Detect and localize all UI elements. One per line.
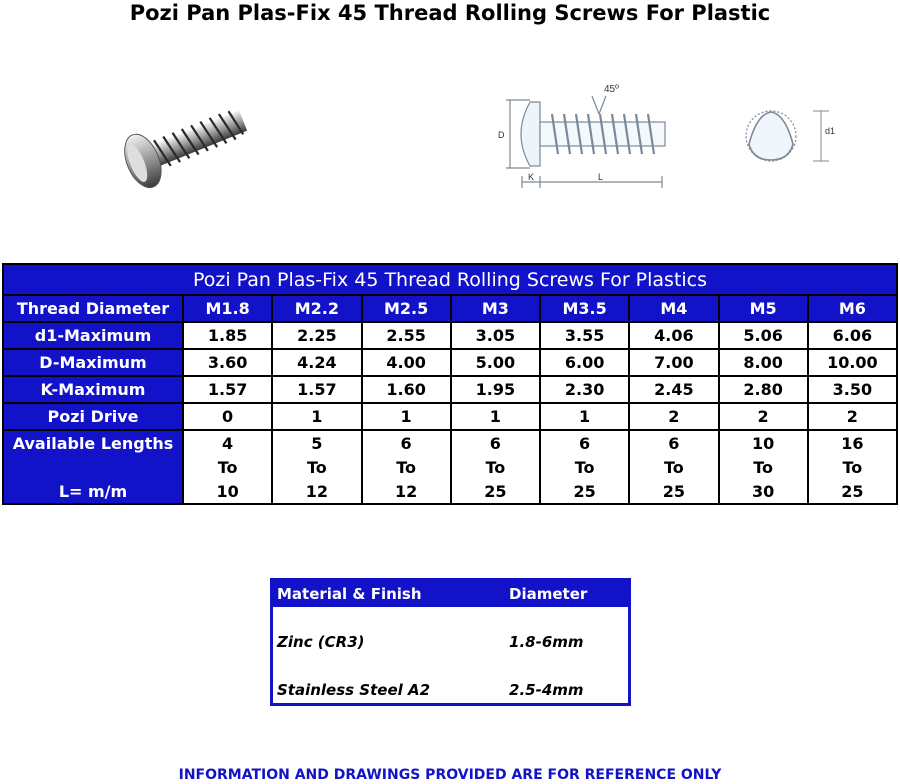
- lengths-from-row: [3, 430, 897, 455]
- table-cell: 3.55: [540, 322, 629, 349]
- spec-table-title: Pozi Pan Plas-Fix 45 Thread Rolling Screws For Plastics: [3, 264, 897, 295]
- table-cell: 4.24: [272, 349, 361, 376]
- table-cell: 4.00: [362, 349, 451, 376]
- row-label: K-Maximum: [3, 376, 183, 403]
- material-diameter: 2.5-4mm: [509, 681, 584, 699]
- size-header: M5: [719, 295, 808, 322]
- table-row: [272, 625, 630, 655]
- row-label: d1-Maximum: [3, 322, 183, 349]
- length-from: 4: [183, 430, 272, 455]
- table-cell: 7.00: [629, 349, 718, 376]
- l-label: L: [598, 172, 604, 182]
- to-word: To: [629, 455, 718, 479]
- to-word: To: [808, 455, 897, 479]
- table-cell: 1: [540, 403, 629, 430]
- length-to: 10: [183, 479, 272, 504]
- table-cell: 1.60: [362, 376, 451, 403]
- length-to: 12: [272, 479, 361, 504]
- d1-label: d1: [825, 126, 836, 136]
- table-cell: 2.45: [629, 376, 718, 403]
- reference-disclaimer: INFORMATION AND DRAWINGS PROVIDED ARE FOR REFERENCE ONLY: [178, 767, 722, 783]
- to-word: To: [540, 455, 629, 479]
- length-from: 6: [540, 430, 629, 455]
- material-table: [270, 578, 631, 706]
- table-cell: 2: [808, 403, 897, 430]
- material-diameter: 1.8-6mm: [509, 633, 584, 651]
- angle-label: 45º: [604, 84, 619, 95]
- table-cell: 2.80: [719, 376, 808, 403]
- table-cell: 6.06: [808, 322, 897, 349]
- to-word: To: [272, 455, 361, 479]
- table-cell: 5.06: [719, 322, 808, 349]
- screw-dimension-drawing: [492, 78, 692, 193]
- length-from: 5: [272, 430, 361, 455]
- row-label-available-lengths: Available Lengths: [3, 430, 183, 455]
- to-word: To: [451, 455, 540, 479]
- table-cell: 2.25: [272, 322, 361, 349]
- table-cell: 1.57: [272, 376, 361, 403]
- table-row: [3, 349, 897, 376]
- spacer: [495, 607, 629, 625]
- diameter-header: Diameter: [495, 580, 629, 608]
- table-cell: 2.30: [540, 376, 629, 403]
- screw-photo: [110, 85, 260, 205]
- length-to: 25: [451, 479, 540, 504]
- table-cell: 1: [451, 403, 540, 430]
- size-header: M3: [451, 295, 540, 322]
- row-label: Pozi Drive: [3, 403, 183, 430]
- table-cell: 1.95: [451, 376, 540, 403]
- length-to: 12: [362, 479, 451, 504]
- length-to: 30: [719, 479, 808, 504]
- table-cell: 10.00: [808, 349, 897, 376]
- size-header: M6: [808, 295, 897, 322]
- table-cell: 1: [362, 403, 451, 430]
- to-word: To: [719, 455, 808, 479]
- specification-table: [2, 263, 898, 505]
- table-cell: 2: [719, 403, 808, 430]
- size-header: M2.5: [362, 295, 451, 322]
- material-header: Material & Finish: [272, 580, 496, 608]
- row-label-thread-diameter: Thread Diameter: [3, 295, 183, 322]
- table-cell: 2.55: [362, 322, 451, 349]
- table-cell: 5.00: [451, 349, 540, 376]
- length-to: 25: [540, 479, 629, 504]
- length-from: 6: [362, 430, 451, 455]
- spacer: [272, 655, 496, 673]
- table-cell: 4.06: [629, 322, 718, 349]
- table-row: [3, 403, 897, 430]
- length-to: 25: [808, 479, 897, 504]
- row-label-empty: [3, 455, 183, 479]
- size-header: M3.5: [540, 295, 629, 322]
- spacer: [272, 607, 496, 625]
- size-header: M2.2: [272, 295, 361, 322]
- size-header: M1.8: [183, 295, 272, 322]
- cross-section-drawing: [733, 98, 843, 173]
- table-cell: 8.00: [719, 349, 808, 376]
- to-word: To: [362, 455, 451, 479]
- table-cell: 3.50: [808, 376, 897, 403]
- table-row: [3, 322, 897, 349]
- material-name: Zinc (CR3): [277, 633, 365, 651]
- table-cell: 6.00: [540, 349, 629, 376]
- length-to: 25: [629, 479, 718, 504]
- spacer: [495, 655, 629, 673]
- table-cell: 0: [183, 403, 272, 430]
- table-cell: 1: [272, 403, 361, 430]
- k-label: K: [528, 172, 535, 182]
- page-title: Pozi Pan Plas-Fix 45 Thread Rolling Screws For Plastic: [129, 1, 771, 25]
- table-row: [272, 673, 630, 705]
- table-cell: 3.05: [451, 322, 540, 349]
- material-name: Stainless Steel A2: [277, 681, 431, 699]
- to-word: To: [183, 455, 272, 479]
- lengths-to-word-row: [3, 455, 897, 479]
- lengths-to-row: [3, 479, 897, 504]
- thread-diameter-row: [3, 295, 897, 322]
- row-label: D-Maximum: [3, 349, 183, 376]
- length-from: 10: [719, 430, 808, 455]
- length-from: 16: [808, 430, 897, 455]
- table-cell: 2: [629, 403, 718, 430]
- table-row: [3, 376, 897, 403]
- d-label: D: [498, 130, 505, 140]
- row-label-unit: L= m/m: [3, 479, 183, 504]
- table-cell: 1.57: [183, 376, 272, 403]
- length-from: 6: [629, 430, 718, 455]
- size-header: M4: [629, 295, 718, 322]
- length-from: 6: [451, 430, 540, 455]
- table-cell: 3.60: [183, 349, 272, 376]
- table-cell: 1.85: [183, 322, 272, 349]
